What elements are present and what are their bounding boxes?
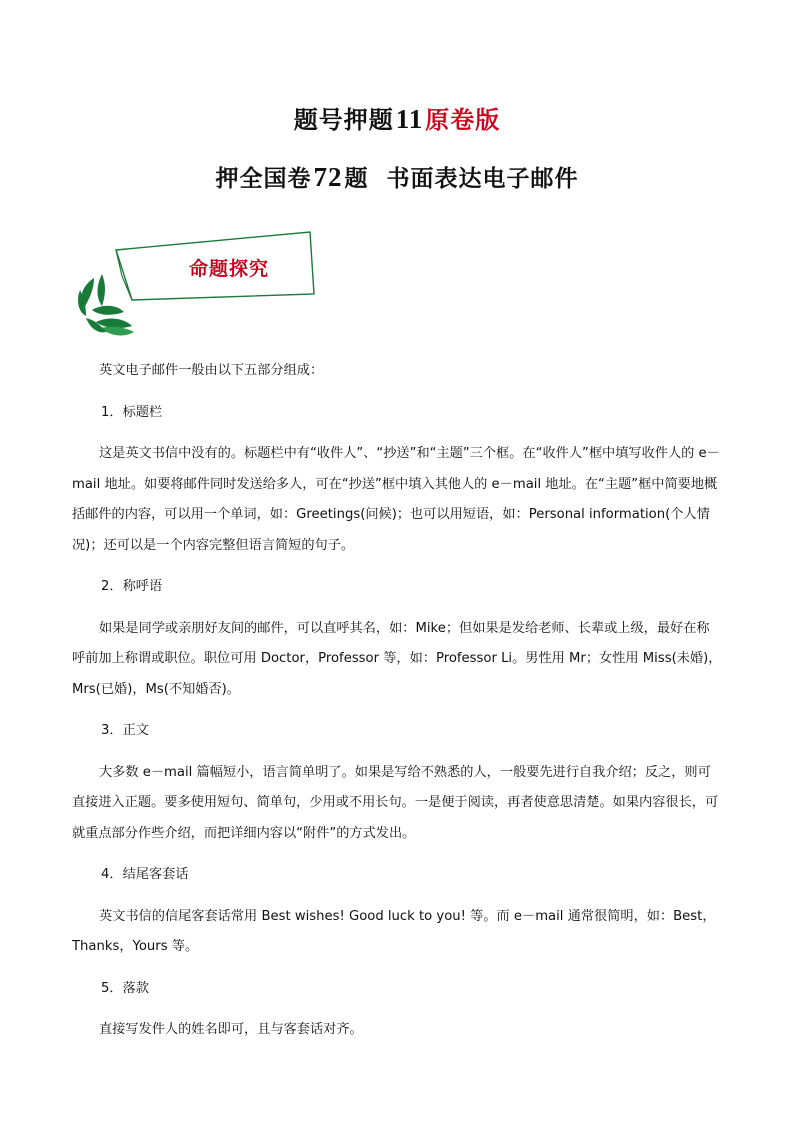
section-heading: 2．称呼语: [101, 579, 163, 594]
title-number: 11: [395, 104, 424, 134]
section-heading: 1．标题栏: [101, 404, 163, 420]
subtitle-number: 72: [313, 162, 343, 192]
badge-label: 命题探究: [188, 258, 269, 280]
title-edition-tag: 原卷版: [425, 106, 501, 134]
intro-paragraph: 英文电子邮件一般由以下五部分组成：: [99, 363, 324, 378]
section-paragraph: 英文书信的信尾客套话常用 Best wishes! Good luck to you! 等。而 e－mail 通常很简明，如：Best，Thanks，Yours 等。: [72, 908, 716, 954]
section-paragraph: 直接写发件人的姓名即可，且与客套话对齐。: [99, 1022, 363, 1037]
section-heading: 5．落款: [101, 980, 149, 996]
section-paragraph: 大多数 e－mail 篇幅短小，语言简单明了。如果是写给不熟悉的人，一般要先进行自我介绍；反之，则可直接进入正题。要多使用短句、简单句，少用或不用长句。一是便于阅读，再者使意思清楚。如果内容很长，可就重点部分作些介绍，而把详细内容以“附件”的方式发出。: [72, 764, 719, 841]
subtitle-text-1: 押全国卷: [215, 166, 312, 192]
section-badge: [72, 228, 322, 348]
page-subtitle: [0, 160, 794, 193]
section-paragraph: 如果是同学或亲朋好友间的邮件，可以直呼其名，如：Mike；但如果是发给老师、长辈或上级，最好在称呼前加上称谓或职位。职位可用 Doctor，Professor 等，如：Professor Li。男性用 Mr；女性用 Miss(未婚)，Mrs(已婚)，Ms(不知婚否)。: [72, 620, 722, 697]
main-content: [72, 356, 722, 1057]
subtitle-text-2: 题 书面表达电子邮件: [344, 166, 579, 192]
title-text: 题号押题: [293, 106, 394, 134]
section-heading: 3．正文: [101, 723, 149, 738]
page-title: [0, 100, 794, 135]
leaf-swirl-decoration-icon: [72, 228, 322, 348]
section-heading: 4．结尾客套话: [101, 867, 189, 882]
section-paragraph: 这是英文书信中没有的。标题栏中有“收件人”、“抄送”和“主题”三个框。在“收件人”框中填写收件人的 e－mail 地址。如要将邮件同时发送给多人，可在“抄送”框中填入其他人的 e－mail 地址。在“主题”框中简要地概括邮件的内容，可以用一个单词，如：Greetings(问候)；也可以用短语，如：Personal information(个人情况)；还可以是一个内容完整但语言简短的句子。: [72, 446, 720, 553]
